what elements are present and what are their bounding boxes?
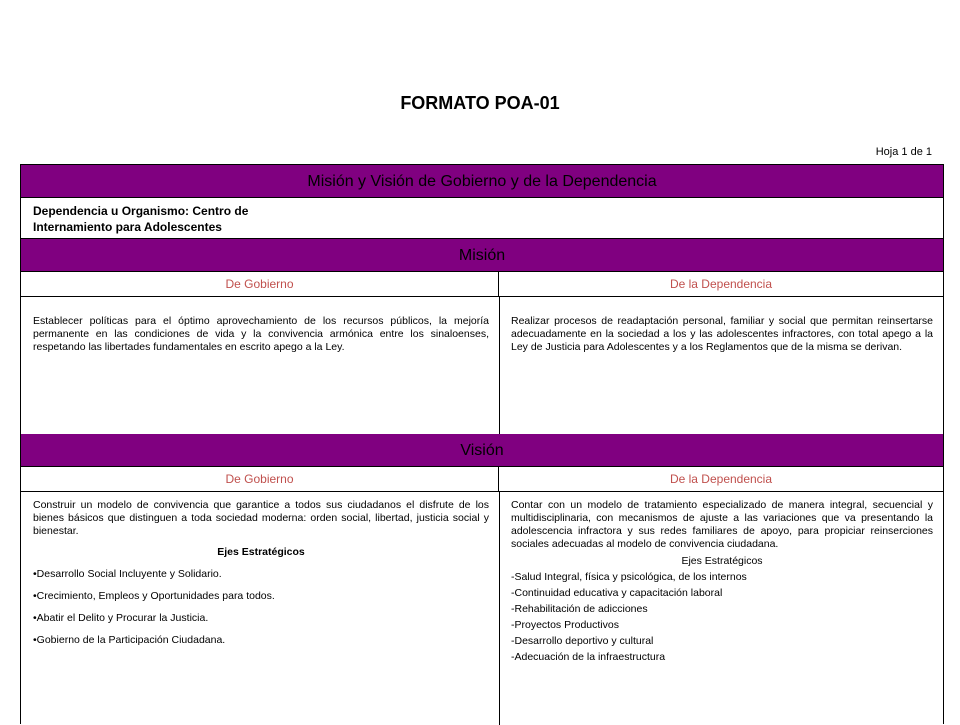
- mision-dependencia-text: Realizar procesos de readaptación personal, familiar y social que permitan reinsertarse adecuadamente en la sociedad a los y las adolescentes infractores, con total apego a la Ley de Justicia para Adolescentes y a los Reglamentos que de la misma se derivan.: [511, 315, 933, 353]
- dependencia-eje-item: -Adecuación de la infraestructura: [511, 651, 666, 663]
- vision-gobierno-text: Construir un modelo de convivencia que garantice a todos sus ciudadanos el disfrute de los bienes básicos que distinguen a toda sociedad moderna: orden social, libertad, justicia social y bienestar.: [33, 499, 489, 537]
- vision-column-headers: [21, 467, 943, 492]
- dependencia-line-2: Internamiento para Adolescentes: [33, 220, 222, 234]
- gobierno-eje-item: •Crecimiento, Empleos y Oportunidades para todos.: [33, 590, 275, 602]
- vision-dependencia-cell: [511, 499, 933, 664]
- gobierno-eje-item: •Gobierno de la Participación Ciudadana.: [33, 634, 226, 646]
- dependencia-row: [21, 198, 943, 239]
- mision-band: Misión: [21, 239, 943, 272]
- dependencia-eje-item: -Rehabilitación de adicciones: [511, 603, 648, 615]
- vision-col-dependencia: De la Dependencia: [669, 472, 773, 486]
- dependencia-line-1: Dependencia u Organismo: Centro de: [33, 204, 249, 218]
- dependencia-eje-item: -Proyectos Productivos: [511, 619, 619, 631]
- mision-column-headers: [21, 272, 943, 297]
- vision-dependencia-text: Contar con un modelo de tratamiento especializado de manera integral, secuencial y multidisciplinaria, con mecanismos de ajuste a las variaciones que va presentando la adolescencia infractora y sus redes familiares de apoyo, para propiciar reinserciones sociales adecuadas al modelo de convivencia ciudadana.: [511, 499, 933, 550]
- header-band: Misión y Visión de Gobierno y de la Dependencia: [21, 165, 943, 198]
- gobierno-eje-item: •Desarrollo Social Incluyente y Solidario.: [33, 568, 222, 580]
- mision-divider: [499, 297, 500, 434]
- vision-band: Visión: [21, 434, 943, 467]
- gobierno-eje-item: •Abatir el Delito y Procurar la Justicia.: [33, 612, 209, 624]
- mision-gobierno-text: Establecer políticas para el óptimo aprovechamiento de los recursos públicos, la mejoría permanente en las condiciones de vida y la convivencia armónica entre los sinaloenses, respetando las libertades fundamentales en escrito apego a la Ley.: [33, 315, 489, 353]
- vision-dependencia-ejes-title: Ejes Estratégicos: [681, 555, 763, 567]
- poa-form-table: [20, 164, 944, 724]
- mision-col-gobierno: De Gobierno: [21, 272, 499, 296]
- vision-divider: [499, 492, 500, 725]
- sheet-number: Hoja 1 de 1: [875, 146, 932, 158]
- vision-col-gobierno: De Gobierno: [21, 467, 499, 491]
- mision-col-dependencia: De la Dependencia: [669, 277, 773, 291]
- dependencia-eje-item: -Desarrollo deportivo y cultural: [511, 635, 654, 647]
- vision-gobierno-ejes-title: Ejes Estratégicos: [217, 546, 305, 558]
- dependencia-eje-item: -Salud Integral, física y psicológica, de los internos: [511, 571, 747, 583]
- vision-gobierno-cell: [33, 499, 489, 647]
- document-title: FORMATO POA-01: [400, 93, 560, 113]
- dependencia-eje-item: -Continuidad educativa y capacitación laboral: [511, 587, 723, 599]
